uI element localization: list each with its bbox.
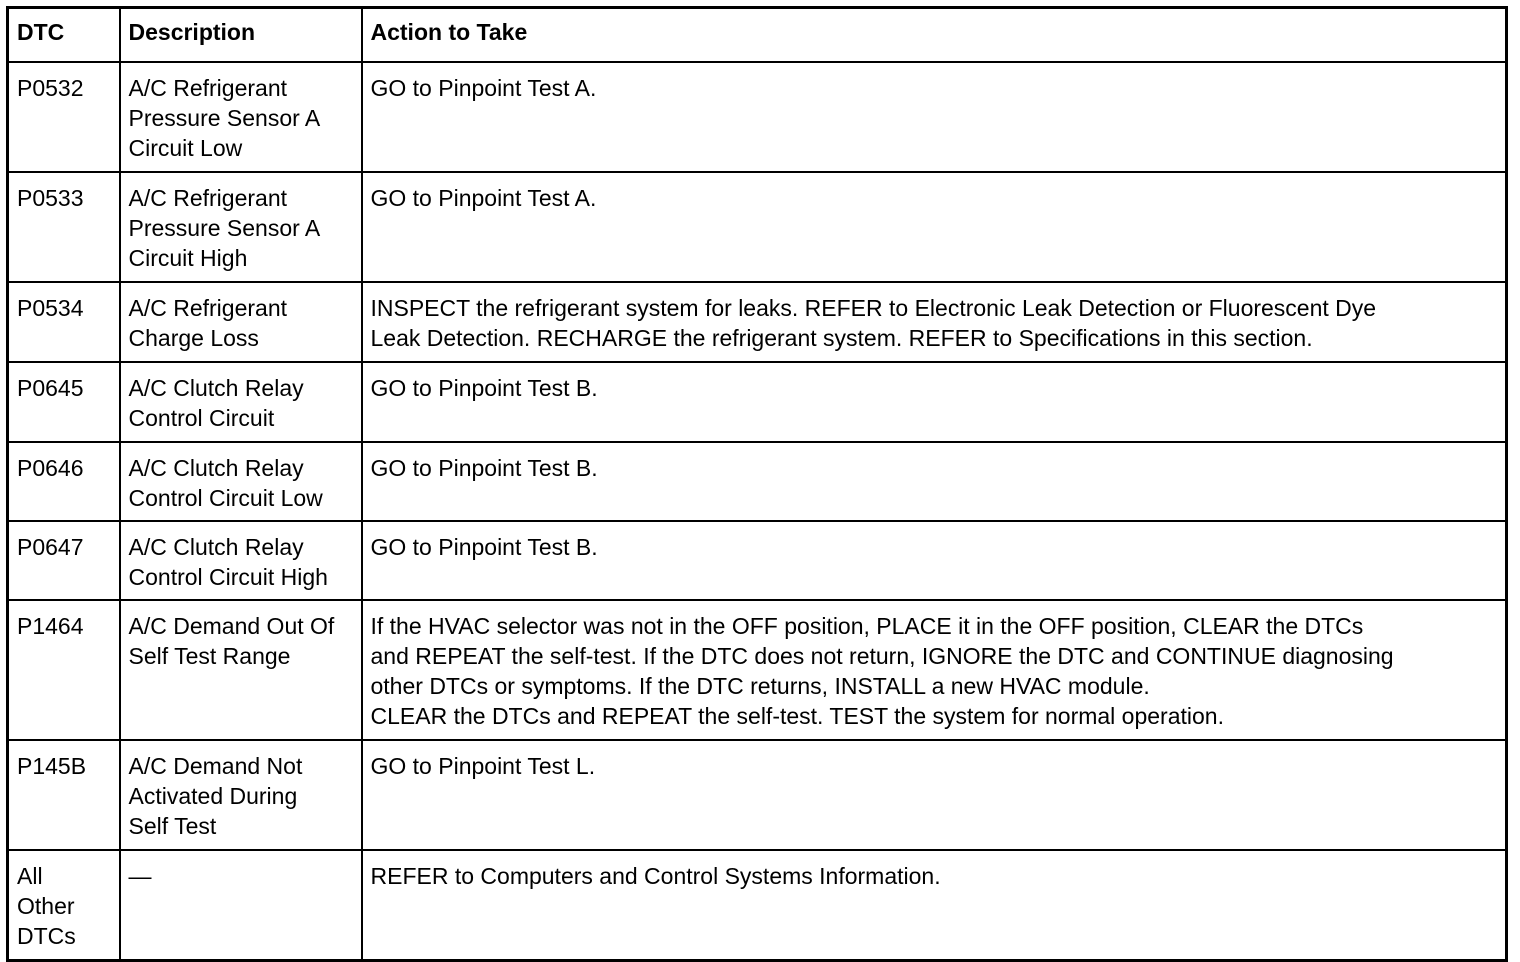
table-row (8, 172, 1507, 282)
table-row (8, 740, 1507, 850)
dtc-description: A/C Demand Out Of Self Test Range (120, 600, 362, 740)
dtc-code: P0645 (8, 362, 120, 442)
dtc-code: P0646 (8, 442, 120, 521)
dtc-description: A/C Clutch Relay Control Circuit High (120, 521, 362, 600)
dtc-code: All Other DTCs (8, 850, 120, 961)
dtc-description: A/C Clutch Relay Control Circuit Low (120, 442, 362, 521)
dtc-action: GO to Pinpoint Test B. (362, 521, 1507, 600)
table-row (8, 282, 1507, 362)
dtc-code: P1464 (8, 600, 120, 740)
dtc-description: — (120, 850, 362, 961)
dtc-action: If the HVAC selector was not in the OFF position, PLACE it in the OFF position, CLEAR the DTCs and REPEAT the self-test. If the DTC does not return, IGNORE the DTC and CONTINUE diagnosing other DTCs or symptoms. If the DTC returns, INSTALL a new HVAC module. CLEAR the DTCs and REPEAT the self-test. TEST the system for normal operation. (362, 600, 1507, 740)
header-action: Action to Take (362, 8, 1507, 63)
table-row (8, 600, 1507, 740)
dtc-code: P0647 (8, 521, 120, 600)
dtc-table (6, 6, 1508, 962)
dtc-description: A/C Clutch Relay Control Circuit (120, 362, 362, 442)
dtc-action: REFER to Computers and Control Systems Information. (362, 850, 1507, 961)
header-row (8, 8, 1507, 63)
dtc-action: GO to Pinpoint Test B. (362, 362, 1507, 442)
table-row (8, 362, 1507, 442)
dtc-code: P0534 (8, 282, 120, 362)
dtc-code: P0532 (8, 62, 120, 172)
header-dtc: DTC (8, 8, 120, 63)
dtc-action: GO to Pinpoint Test A. (362, 62, 1507, 172)
dtc-code: P145B (8, 740, 120, 850)
dtc-action: GO to Pinpoint Test A. (362, 172, 1507, 282)
table-row (8, 850, 1507, 961)
dtc-action: GO to Pinpoint Test B. (362, 442, 1507, 521)
table-header (8, 8, 1507, 63)
dtc-action: GO to Pinpoint Test L. (362, 740, 1507, 850)
dtc-description: A/C Refrigerant Charge Loss (120, 282, 362, 362)
table-row (8, 62, 1507, 172)
header-description: Description (120, 8, 362, 63)
dtc-description: A/C Demand Not Activated During Self Test (120, 740, 362, 850)
table-row (8, 521, 1507, 600)
table-row (8, 442, 1507, 521)
dtc-code: P0533 (8, 172, 120, 282)
table-body (8, 62, 1507, 961)
dtc-description: A/C Refrigerant Pressure Sensor A Circuit Low (120, 62, 362, 172)
dtc-action: INSPECT the refrigerant system for leaks. REFER to Electronic Leak Detection or Fluorescent Dye Leak Detection. RECHARGE the refrigerant system. REFER to Specifications in this section. (362, 282, 1507, 362)
dtc-description: A/C Refrigerant Pressure Sensor A Circuit High (120, 172, 362, 282)
